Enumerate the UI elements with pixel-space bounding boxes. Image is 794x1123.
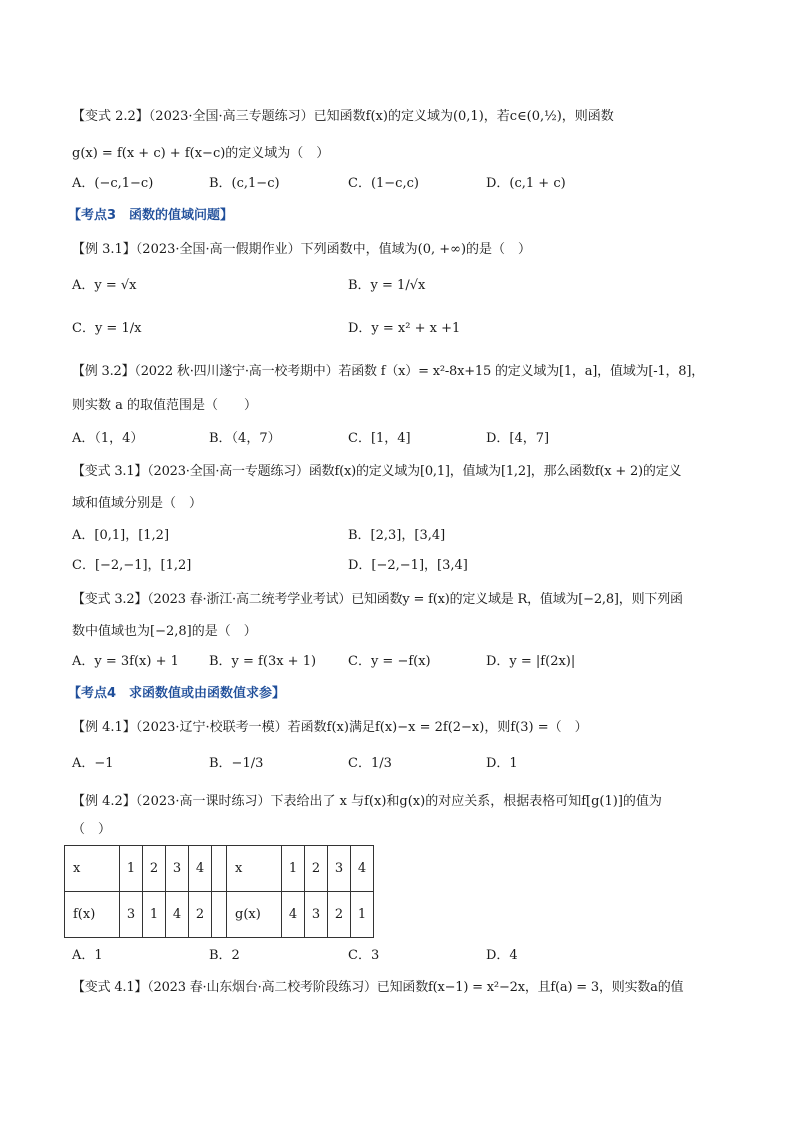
question-b41-line1: 【变式 4.1】（2023 春·山东烟台·高二校考阶段练习）已知函数f(x−1) = x²−2x，且f(a) = 3，则实数a的值 <box>72 980 684 995</box>
option-a: A．y = 3f(x) + 1 <box>72 654 179 669</box>
question-b32-line2: 数中值域也为[−2,8]的是（ ） <box>72 624 257 639</box>
table-cell: 1 <box>120 846 143 892</box>
option-c: C．y = 1/x <box>72 321 142 336</box>
question-b31-line2: 域和值域分别是（ ） <box>72 496 203 511</box>
table-cell: f(x) <box>65 892 120 938</box>
option-a: A．[0,1]，[1,2] <box>72 528 170 543</box>
value-table <box>64 845 374 938</box>
option-c: C．y = −f(x) <box>348 654 431 669</box>
table-row <box>65 846 374 892</box>
option-d: D．[4，7] <box>486 431 550 446</box>
table-cell: 2 <box>305 846 328 892</box>
table-cell: 4 <box>166 892 189 938</box>
table-cell: 2 <box>189 892 212 938</box>
option-b: B．2 <box>209 948 240 963</box>
question-e32-line1: 【例 3.2】（2022 秋·四川遂宁·高一校考期中）若函数 f（x）= x²-8x+15 的定义域为[1，a]，值域为[-1，8]， <box>72 364 705 379</box>
question-e42-line1: 【例 4.2】（2023·高一课时练习）下表给出了 x 与f(x)和g(x)的对应关系，根据表格可知f[g(1)]的值为 <box>72 794 662 809</box>
table-cell: 3 <box>328 846 351 892</box>
option-c: C．3 <box>348 948 380 963</box>
table-cell: 3 <box>166 846 189 892</box>
question-b31-line1: 【变式 3.1】（2023·全国·高一专题练习）函数f(x)的定义域为[0,1]，值域为[1,2]，那么函数f(x + 2)的定义 <box>72 464 682 479</box>
table-cell: 1 <box>282 846 305 892</box>
option-c: C．1/3 <box>348 756 392 771</box>
question-e42-line2: （ ） <box>72 822 112 837</box>
option-b: B．−1/3 <box>209 756 264 771</box>
option-d: D．y = |f(2x)| <box>486 654 576 669</box>
table-cell: 1 <box>143 892 166 938</box>
option-b: B．[2,3]，[3,4] <box>348 528 446 543</box>
option-a: A．(−c,1−c) <box>72 176 154 191</box>
option-d: D．y = x² + x +1 <box>348 321 461 336</box>
table-cell: 3 <box>120 892 143 938</box>
option-a: A．1 <box>72 948 103 963</box>
option-d: D．(c,1 + c) <box>486 176 566 191</box>
table-cell: 2 <box>143 846 166 892</box>
option-d: D．1 <box>486 756 518 771</box>
option-a: A．y = √x <box>72 278 137 293</box>
table-cell: x <box>65 846 120 892</box>
option-a: A．（1，4） <box>72 431 144 446</box>
table-cell: 4 <box>282 892 305 938</box>
table-row <box>65 892 374 938</box>
question-e31-line1: 【例 3.1】（2023·全国·高一假期作业）下列函数中，值域为(0, +∞)的是（ ） <box>72 242 532 257</box>
table-cell: g(x) <box>227 892 282 938</box>
question-b22-line1: 【变式 2.2】（2023·全国·高三专题练习）已知函数f(x)的定义域为(0,1)，若c∈(0,½)，则函数 <box>72 109 614 124</box>
question-b22-line2: g(x) = f(x + c) + f(x−c)的定义域为（ ） <box>72 146 330 161</box>
table-cell: 1 <box>351 892 374 938</box>
option-a: A．−1 <box>72 756 114 771</box>
table-cell: 4 <box>351 846 374 892</box>
option-b: B．y = 1/√x <box>348 278 426 293</box>
question-b32-line1: 【变式 3.2】（2023 春·浙江·高二统考学业考试）已知函数y = f(x)的定义域是 R，值域为[−2,8]，则下列函 <box>72 592 683 607</box>
section-heading-4: 【考点4 求函数值或由函数值求参】 <box>68 686 286 701</box>
table-cell: 2 <box>328 892 351 938</box>
table-cell: x <box>227 846 282 892</box>
option-b: B．（4，7） <box>209 431 281 446</box>
table-gap <box>212 846 227 892</box>
table-cell: 3 <box>305 892 328 938</box>
section-heading-3: 【考点3 函数的值域问题】 <box>68 208 234 223</box>
table-gap <box>212 892 227 938</box>
option-d: D．4 <box>486 948 518 963</box>
question-e41-line1: 【例 4.1】（2023·辽宁·校联考一模）若函数f(x)满足f(x)−x = 2f(2−x)，则f(3) =（ ） <box>72 720 588 735</box>
option-c: C．[1，4] <box>348 431 411 446</box>
option-b: B．(c,1−c) <box>209 176 280 191</box>
option-b: B．y = f(3x + 1) <box>209 654 317 669</box>
question-e32-line2: 则实数 a 的取值范围是（ ） <box>72 398 258 413</box>
option-c: C．[−2,−1]，[1,2] <box>72 558 192 573</box>
option-d: D．[−2,−1]，[3,4] <box>348 558 468 573</box>
table-cell: 4 <box>189 846 212 892</box>
option-c: C．(1−c,c) <box>348 176 419 191</box>
